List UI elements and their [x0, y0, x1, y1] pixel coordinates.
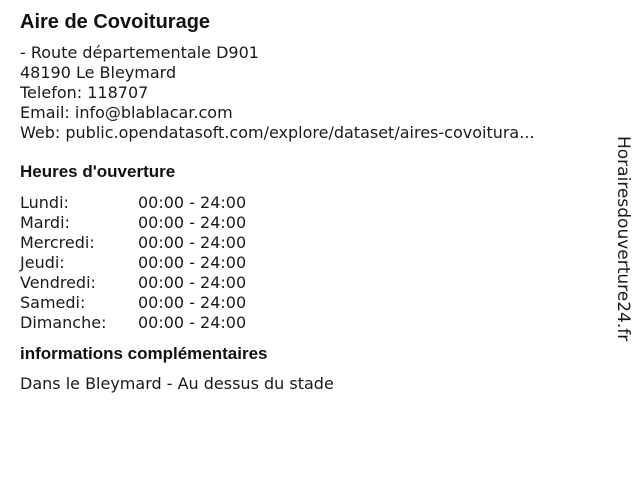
additional-info-text: Dans le Bleymard - Au dessus du stade [20, 374, 334, 393]
opening-hours-table [20, 193, 600, 333]
hours-row [20, 233, 600, 253]
time-range: 00:00 - 24:00 [138, 193, 247, 212]
time-range: 00:00 - 24:00 [138, 313, 247, 332]
time-range: 00:00 - 24:00 [138, 213, 247, 232]
hours-row [20, 193, 600, 213]
web-line: Web: public.opendatasoft.com/explore/dataset/aires-covoitura... [20, 123, 535, 142]
address-line-1: - Route départementale D901 [20, 43, 259, 62]
hours-row [20, 313, 600, 333]
time-range: 00:00 - 24:00 [138, 233, 247, 252]
opening-hours-heading: Heures d'ouverture [20, 162, 176, 181]
time-range: 00:00 - 24:00 [138, 273, 247, 292]
day-label: Lundi: [20, 193, 69, 212]
hours-row [20, 213, 600, 233]
phone-line: Telefon: 118707 [20, 83, 149, 102]
address-line-2: 48190 Le Bleymard [20, 63, 177, 82]
day-label: Mercredi: [20, 233, 95, 252]
time-range: 00:00 - 24:00 [138, 293, 247, 312]
hours-row [20, 253, 600, 273]
email-line: Email: info@blablacar.com [20, 103, 233, 122]
place-card [20, 10, 600, 394]
site-brand-vertical: Horairesdouverture24.fr [613, 136, 633, 342]
day-label: Samedi: [20, 293, 86, 312]
hours-row [20, 293, 600, 313]
place-title: Aire de Covoiturage [20, 11, 211, 33]
hours-row [20, 273, 600, 293]
day-label: Vendredi: [20, 273, 96, 292]
time-range: 00:00 - 24:00 [138, 253, 247, 272]
day-label: Mardi: [20, 213, 70, 232]
day-label: Dimanche: [20, 313, 107, 332]
additional-info-heading: informations complémentaires [20, 344, 268, 363]
day-label: Jeudi: [20, 253, 65, 272]
